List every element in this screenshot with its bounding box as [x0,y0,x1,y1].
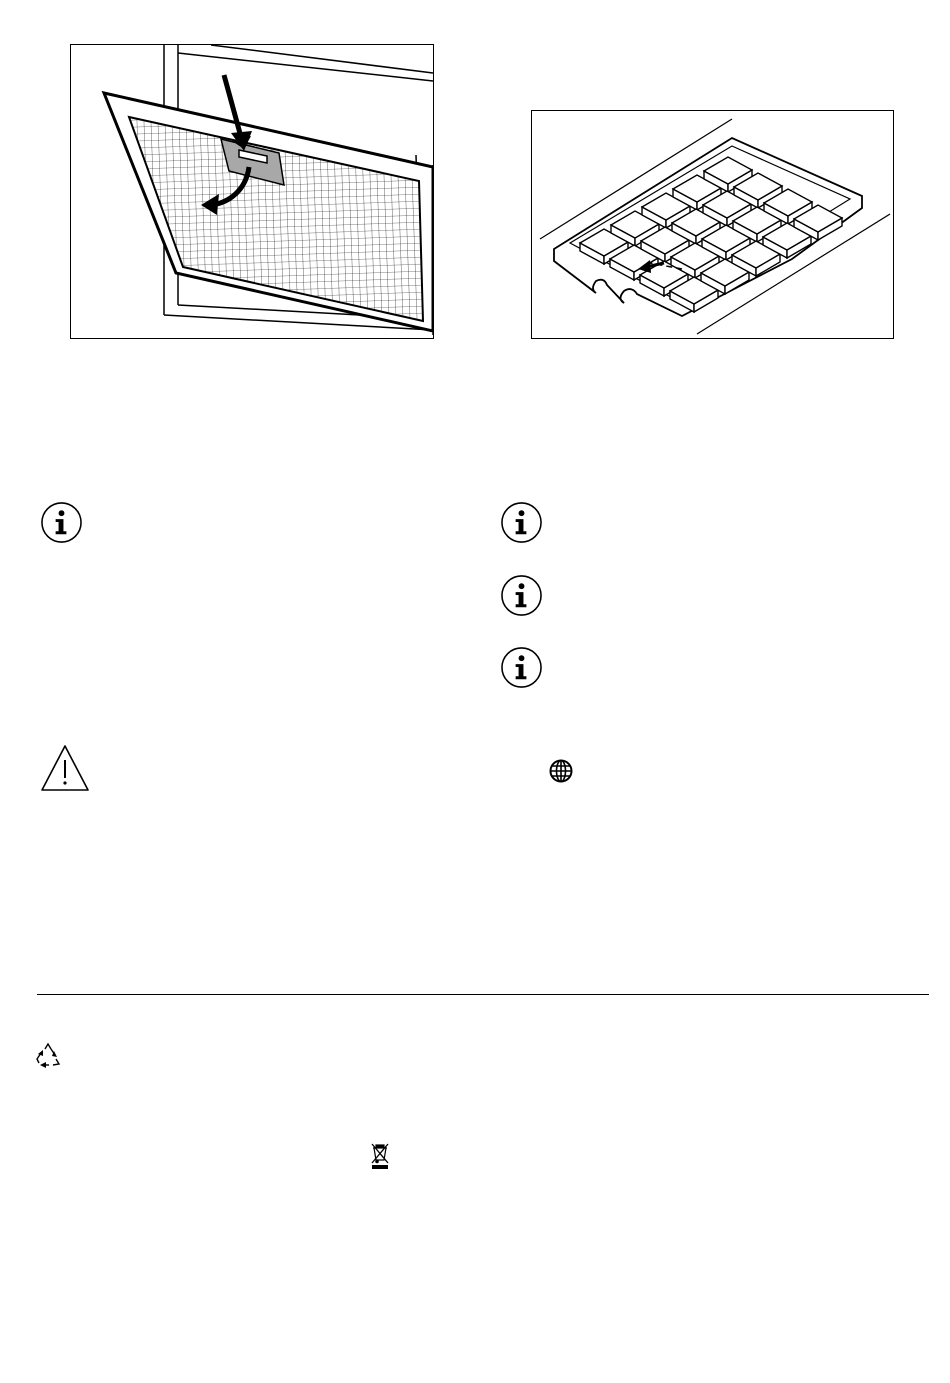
section-divider [37,994,929,995]
warning-icon [40,744,90,792]
crossed-bin-icon [369,1142,391,1170]
grease-filter-illustration [71,45,433,338]
info-icon [500,574,543,617]
grease-filter-figure [70,44,434,339]
charcoal-filter-figure [531,110,894,339]
info-icon [40,501,83,544]
globe-icon [548,758,574,784]
recycling-icon [34,1040,64,1070]
info-icon [500,646,543,689]
charcoal-filter-illustration [532,111,893,338]
info-icon [500,501,543,544]
